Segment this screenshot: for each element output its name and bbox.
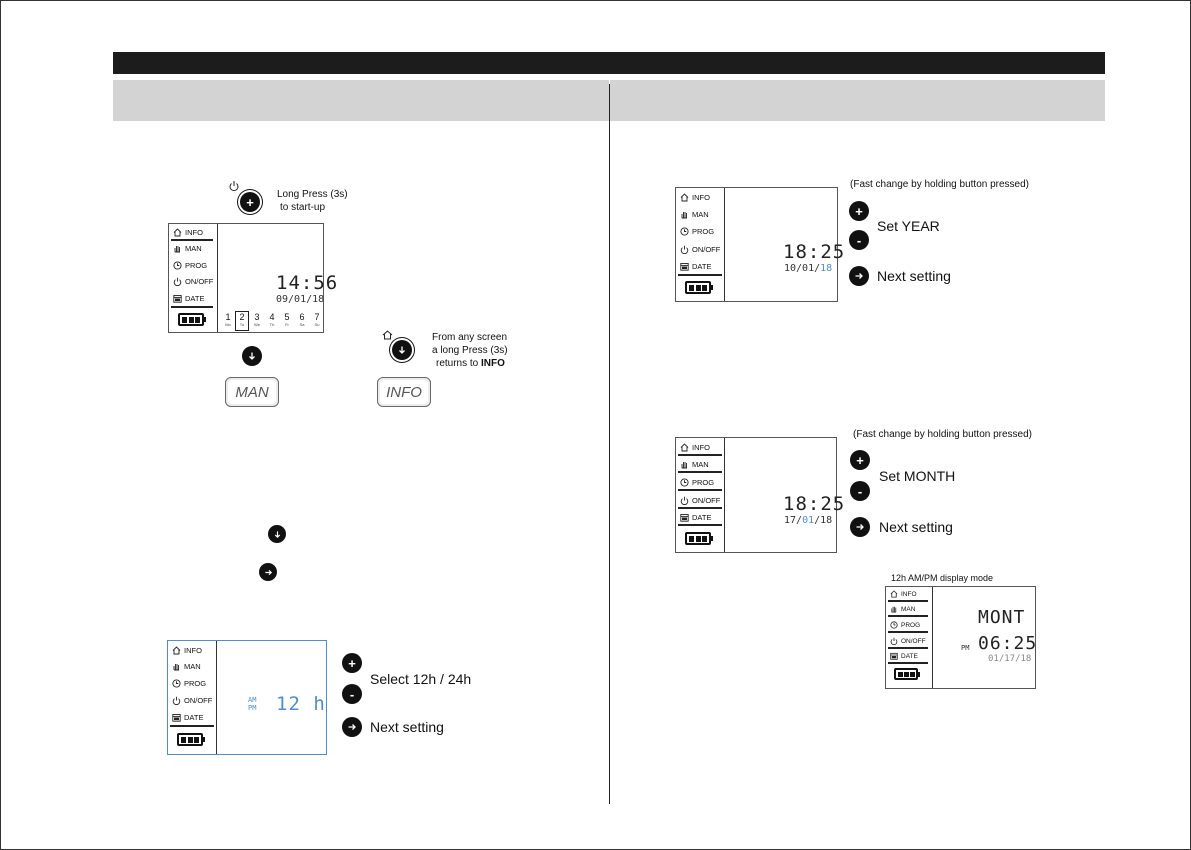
menu-prog: PROG xyxy=(692,478,715,487)
home-icon xyxy=(173,228,182,237)
calendar-icon xyxy=(680,513,689,522)
day-5: 5 Fr xyxy=(284,312,290,327)
arrow-right-icon xyxy=(854,271,864,281)
menu-onoff: ON/OFF xyxy=(185,277,214,286)
arrow-right-icon xyxy=(855,522,865,532)
hand-icon xyxy=(680,460,689,469)
top-header-bar xyxy=(113,52,1105,74)
select-12h-24h-text: Select 12h / 24h xyxy=(370,671,472,687)
menu-prog: PROG xyxy=(184,679,207,688)
power-icon xyxy=(680,496,689,505)
lcd-am-pm: AM PM xyxy=(248,696,257,712)
arrow-down-icon xyxy=(247,351,257,361)
power-icon xyxy=(173,277,182,286)
plus-button[interactable]: + xyxy=(849,201,869,221)
menu-info: INFO xyxy=(692,443,710,452)
lcd-screen-12h xyxy=(167,640,327,755)
plus-button[interactable]: + xyxy=(850,450,870,470)
set-month-text: Set MONTH xyxy=(879,468,956,484)
day-7: 7 Su xyxy=(314,312,320,327)
menu-onoff: ON/OFF xyxy=(901,637,926,645)
lcd-date: 17/01/18 xyxy=(784,515,833,526)
arrow-down-icon xyxy=(273,530,282,539)
next-button[interactable] xyxy=(849,266,869,286)
menu-prog: PROG xyxy=(185,261,208,270)
lcd-date: 09/01/18 xyxy=(276,294,325,305)
menu-date: DATE xyxy=(184,713,204,722)
clock-icon xyxy=(890,621,898,629)
menu-date: DATE xyxy=(901,652,918,660)
home-icon xyxy=(680,193,689,202)
plus-button[interactable]: + xyxy=(342,653,362,673)
menu-info: INFO xyxy=(185,228,203,237)
down-button-long-press[interactable] xyxy=(392,340,412,360)
down-button[interactable] xyxy=(268,525,286,543)
hand-icon xyxy=(890,605,898,613)
startup-text-line2: to start-up xyxy=(280,202,326,213)
menu-prog: PROG xyxy=(901,621,921,629)
battery-icon xyxy=(894,668,918,680)
clock-icon xyxy=(680,227,689,236)
startup-text-line1: Long Press (3s) xyxy=(277,189,348,200)
day-6: 6 Sa xyxy=(299,312,305,327)
menu-onoff: ON/OFF xyxy=(692,245,721,254)
set-year-text: Set YEAR xyxy=(877,218,940,234)
menu-man: MAN xyxy=(185,244,202,253)
next-button[interactable] xyxy=(342,717,362,737)
ampm-demo-title: 12h AM/PM display mode xyxy=(891,573,994,583)
menu-man: MAN xyxy=(692,210,709,219)
lcd-time: 06:25 xyxy=(978,633,1038,654)
calendar-icon xyxy=(890,652,898,660)
menu-date: DATE xyxy=(692,262,712,271)
battery-icon xyxy=(178,313,204,326)
menu-date: DATE xyxy=(692,513,712,522)
plus-button[interactable]: + xyxy=(240,192,260,212)
menu-info: INFO xyxy=(184,646,202,655)
home-icon xyxy=(172,646,181,655)
home-icon xyxy=(382,330,393,340)
fast-change-note: (Fast change by holding button pressed) xyxy=(850,179,1029,190)
lcd-12h-value: 12 h xyxy=(276,693,326,715)
lcd-screen-month xyxy=(675,437,846,553)
battery-icon xyxy=(685,281,711,294)
menu-prog: PROG xyxy=(692,227,715,236)
hand-icon xyxy=(680,210,689,219)
menu-info: INFO xyxy=(692,193,710,202)
menu-info: INFO xyxy=(901,590,917,598)
hand-icon xyxy=(172,662,181,671)
battery-icon xyxy=(177,733,203,746)
info-return-line3: returns to INFO xyxy=(436,358,505,369)
menu-onoff: ON/OFF xyxy=(184,696,213,705)
lcd-time: 18:25 xyxy=(783,493,846,515)
hand-icon xyxy=(173,244,182,253)
lcd-pm: PM xyxy=(961,644,970,652)
power-icon xyxy=(172,696,181,705)
info-key[interactable]: INFO xyxy=(377,377,431,407)
battery-icon xyxy=(685,532,711,545)
lcd-time: 18:25 xyxy=(783,241,846,263)
weekday-row xyxy=(221,312,325,332)
day-2-selected: 2 Tu xyxy=(235,311,249,331)
clock-icon xyxy=(680,478,689,487)
calendar-icon xyxy=(680,262,689,271)
column-divider xyxy=(609,84,610,804)
day-4: 4 Th xyxy=(269,312,275,327)
clock-icon xyxy=(172,679,181,688)
menu-man: MAN xyxy=(692,460,709,469)
day-3: 3 We xyxy=(254,312,260,327)
menu-date: DATE xyxy=(185,294,205,303)
clock-icon xyxy=(173,261,182,270)
down-button[interactable] xyxy=(242,346,262,366)
menu-man: MAN xyxy=(184,662,201,671)
calendar-icon xyxy=(172,713,181,722)
next-setting-text: Next setting xyxy=(370,719,444,735)
arrow-right-icon xyxy=(264,568,273,577)
minus-button[interactable]: - xyxy=(342,684,362,704)
lcd-time: 14:56 xyxy=(276,272,339,294)
next-button[interactable] xyxy=(259,563,277,581)
minus-button[interactable]: - xyxy=(849,230,869,250)
lcd-date: 10/01/18 xyxy=(784,263,833,274)
info-return-line1: From any screen xyxy=(432,332,508,343)
home-icon xyxy=(680,443,689,452)
next-setting-text: Next setting xyxy=(879,519,953,535)
arrow-down-icon xyxy=(397,345,407,355)
calendar-icon xyxy=(173,294,182,303)
man-key[interactable]: MAN xyxy=(225,377,279,407)
info-return-line2: a long Press (3s) xyxy=(432,345,508,356)
power-icon xyxy=(890,637,898,645)
day-1: 1 Mo xyxy=(225,312,231,327)
home-icon xyxy=(890,590,898,598)
menu-man: MAN xyxy=(901,605,916,613)
lcd-screen-startup xyxy=(168,223,339,333)
lcd-screen-ampm-demo xyxy=(885,586,1036,689)
left-section-header xyxy=(113,80,609,121)
right-section-header xyxy=(610,80,1105,121)
next-button[interactable] xyxy=(850,517,870,537)
fast-change-note: (Fast change by holding button pressed) xyxy=(853,429,1032,440)
power-icon xyxy=(228,180,240,192)
next-setting-text: Next setting xyxy=(877,268,951,284)
minus-button[interactable]: - xyxy=(850,481,870,501)
power-icon xyxy=(680,245,689,254)
lcd-date: 01/17/18 xyxy=(988,654,1032,664)
menu-onoff: ON/OFF xyxy=(692,496,721,505)
lcd-screen-year xyxy=(675,187,846,302)
arrow-right-icon xyxy=(347,722,357,732)
lcd-word: MONT xyxy=(978,607,1026,628)
